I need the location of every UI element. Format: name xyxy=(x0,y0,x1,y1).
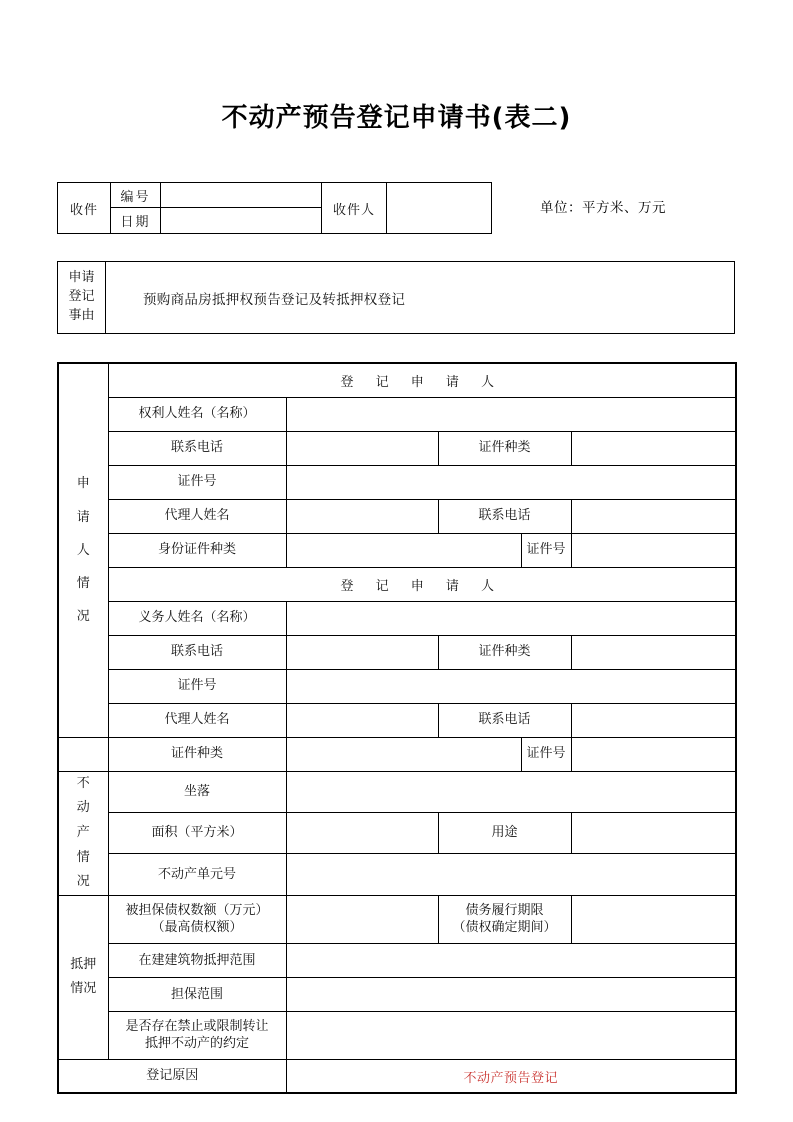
applicant-vertical-label-spacer xyxy=(58,737,108,771)
table-row xyxy=(58,567,736,601)
obligor-agent-cert-no-label: 证件号 xyxy=(521,737,571,771)
table-row xyxy=(58,499,736,533)
rightholder-agent-name-label: 代理人姓名 xyxy=(108,499,286,533)
property-area-input[interactable] xyxy=(286,812,438,853)
vlabel-char-1: 请 xyxy=(76,509,90,525)
property-location-input[interactable] xyxy=(286,771,736,812)
obligor-agent-phone-label: 联系电话 xyxy=(438,703,571,737)
secured-debt-amount-label-line-2: （最高债权额） xyxy=(151,920,243,936)
application-reason-box xyxy=(57,261,735,334)
table-row xyxy=(58,1059,736,1093)
table-row xyxy=(58,363,736,397)
receipt-date-row xyxy=(111,208,321,233)
registration-applicant-heading-2: 登 记 申 请 人 xyxy=(108,567,736,601)
property-use-label: 用途 xyxy=(438,812,571,853)
vlabel-char-3: 情 xyxy=(76,575,90,591)
transfer-restriction-label-line-2: 抵押不动产的约定 xyxy=(144,1036,249,1052)
registration-reason-label: 登记原因 xyxy=(58,1059,286,1093)
secured-debt-amount-input[interactable] xyxy=(286,895,438,943)
rightholder-agent-phone-label: 联系电话 xyxy=(438,499,571,533)
obligor-agent-cert-type-input[interactable] xyxy=(286,737,521,771)
property-vlabel-char-3: 情 xyxy=(76,849,90,865)
page-title: 不动产预告登记申请书(表二) xyxy=(221,103,572,133)
obligor-name-label: 义务人姓名（名称） xyxy=(108,601,286,635)
obligor-agent-name-input[interactable] xyxy=(286,703,438,737)
property-location-label: 坐落 xyxy=(108,771,286,812)
secured-debt-amount-label xyxy=(108,895,286,943)
main-form-table xyxy=(57,362,737,1094)
obligor-agent-cert-no-input[interactable] xyxy=(571,737,736,771)
table-row xyxy=(58,895,736,943)
obligor-agent-name-label: 代理人姓名 xyxy=(108,703,286,737)
table-row xyxy=(58,601,736,635)
rightholder-name-label: 权利人姓名（名称） xyxy=(108,397,286,431)
receipt-number-row xyxy=(111,183,321,208)
transfer-restriction-input[interactable] xyxy=(286,1011,736,1059)
rightholder-cert-type-input[interactable] xyxy=(571,431,736,465)
rightholder-phone-label: 联系电话 xyxy=(108,431,286,465)
property-vlabel-char-0: 不 xyxy=(76,775,90,791)
rightholder-agent-cert-no-label: 证件号 xyxy=(521,533,571,567)
table-row xyxy=(58,533,736,567)
property-vlabel-char-4: 况 xyxy=(76,874,90,890)
guarantee-scope-label: 担保范围 xyxy=(108,977,286,1011)
building-mortgage-scope-label: 在建建筑物抵押范围 xyxy=(108,943,286,977)
debt-term-input[interactable] xyxy=(571,895,736,943)
obligor-cert-type-input[interactable] xyxy=(571,635,736,669)
vlabel-char-2: 人 xyxy=(76,542,90,558)
application-reason-label xyxy=(58,262,106,333)
property-area-label: 面积（平方米） xyxy=(108,812,286,853)
reason-label-line-1: 申请 xyxy=(68,270,95,286)
receiver-input[interactable] xyxy=(387,183,491,233)
rightholder-agent-phone-input[interactable] xyxy=(571,499,736,533)
rightholder-agent-cert-type-input[interactable] xyxy=(286,533,521,567)
table-row xyxy=(58,703,736,737)
property-vlabel-char-1: 动 xyxy=(76,800,90,816)
obligor-cert-no-input[interactable] xyxy=(286,669,736,703)
property-use-input[interactable] xyxy=(571,812,736,853)
obligor-phone-input[interactable] xyxy=(286,635,438,669)
property-vlabel-char-2: 产 xyxy=(76,824,90,840)
application-reason-value[interactable]: 预购商品房抵押权预告登记及转抵押权登记 xyxy=(143,291,406,308)
table-row xyxy=(58,943,736,977)
vlabel-char-0: 申 xyxy=(76,476,90,492)
property-section-vertical-label xyxy=(58,771,108,895)
vlabel-char-4: 况 xyxy=(76,608,90,624)
debt-term-label xyxy=(438,895,571,943)
obligor-agent-cert-type-label: 证件种类 xyxy=(108,737,286,771)
transfer-restriction-label xyxy=(108,1011,286,1059)
obligor-cert-no-label: 证件号 xyxy=(108,669,286,703)
table-row xyxy=(58,397,736,431)
registration-reason-value[interactable]: 不动产预告登记 xyxy=(286,1059,736,1093)
obligor-phone-label: 联系电话 xyxy=(108,635,286,669)
mortgage-section-vertical-label xyxy=(58,895,108,1059)
table-row xyxy=(58,812,736,853)
receipt-number-label: 编号 xyxy=(111,183,161,207)
receipt-number-input[interactable] xyxy=(161,183,321,207)
guarantee-scope-input[interactable] xyxy=(286,977,736,1011)
table-row xyxy=(58,465,736,499)
property-unit-no-input[interactable] xyxy=(286,854,736,896)
table-row xyxy=(58,1011,736,1059)
transfer-restriction-label-line-1: 是否存在禁止或限制转让 xyxy=(125,1018,269,1034)
building-mortgage-scope-input[interactable] xyxy=(286,943,736,977)
receipt-date-label: 日期 xyxy=(111,208,161,233)
rightholder-phone-input[interactable] xyxy=(286,431,438,465)
secured-debt-amount-label-line-1: 被担保债权数额（万元） xyxy=(125,902,269,918)
property-unit-no-label: 不动产单元号 xyxy=(108,854,286,896)
rightholder-agent-name-input[interactable] xyxy=(286,499,438,533)
unit-note: 单位：平方米、万元 xyxy=(540,200,666,216)
receiver-label: 收件人 xyxy=(322,183,387,233)
table-row xyxy=(58,737,736,771)
mortgage-vlabel-line-1: 抵押 xyxy=(70,956,97,972)
table-row xyxy=(58,854,736,896)
receipt-date-input[interactable] xyxy=(161,208,321,233)
reason-label-line-3: 事由 xyxy=(68,307,95,323)
rightholder-cert-no-label: 证件号 xyxy=(108,465,286,499)
obligor-cert-type-label: 证件种类 xyxy=(438,635,571,669)
obligor-agent-phone-input[interactable] xyxy=(571,703,736,737)
rightholder-name-input[interactable] xyxy=(286,397,736,431)
table-row xyxy=(58,635,736,669)
debt-term-label-line-1: 债务履行期限 xyxy=(465,902,544,918)
applicant-section-vertical-label xyxy=(58,363,108,737)
table-row xyxy=(58,431,736,465)
table-row xyxy=(58,771,736,812)
reason-label-line-2: 登记 xyxy=(68,289,95,305)
obligor-name-input[interactable] xyxy=(286,601,736,635)
table-row xyxy=(58,669,736,703)
receipt-box xyxy=(57,182,492,234)
table-row xyxy=(58,977,736,1011)
mortgage-vlabel-line-2: 情况 xyxy=(70,981,97,997)
rightholder-cert-type-label: 证件种类 xyxy=(438,431,571,465)
rightholder-agent-cert-type-label: 身份证件种类 xyxy=(108,533,286,567)
receipt-fields xyxy=(111,183,322,233)
debt-term-label-line-2: （债权确定期间） xyxy=(452,920,557,936)
rightholder-agent-cert-no-input[interactable] xyxy=(571,533,736,567)
rightholder-cert-no-input[interactable] xyxy=(286,465,736,499)
registration-applicant-heading-1: 登 记 申 请 人 xyxy=(108,363,736,397)
receipt-section-label: 收件 xyxy=(58,183,111,233)
